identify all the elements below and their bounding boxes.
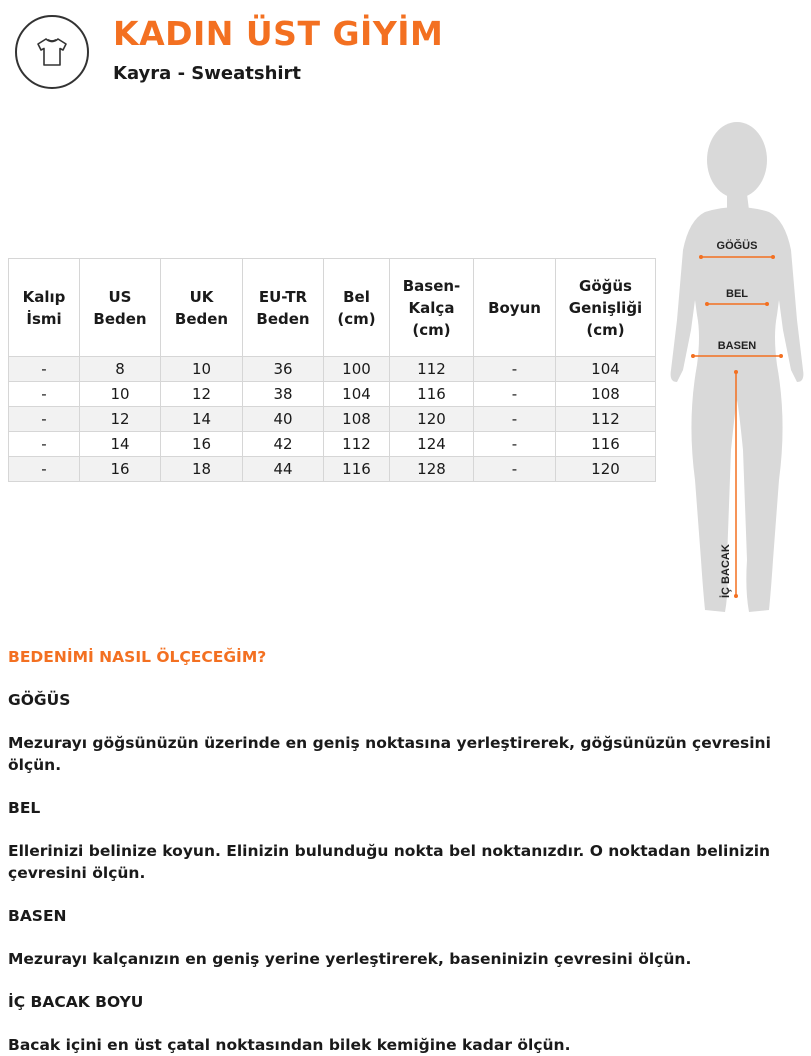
column-header: Göğüs Genişliği (cm) [556, 259, 656, 357]
table-cell: 8 [80, 357, 161, 382]
table-cell: - [474, 457, 556, 482]
size-chart-table [8, 258, 656, 482]
table-cell: 38 [243, 382, 324, 407]
table-cell: 128 [390, 457, 474, 482]
column-header: UK Beden [161, 259, 243, 357]
body-measurement-figure [665, 120, 811, 625]
table-row [9, 407, 656, 432]
table-cell: 116 [556, 432, 656, 457]
table-row [9, 432, 656, 457]
column-header: US Beden [80, 259, 161, 357]
table-cell: 112 [390, 357, 474, 382]
product-name: Kayra - Sweatshirt [113, 63, 302, 84]
category-logo [15, 15, 89, 89]
table-cell: 108 [556, 382, 656, 407]
table-cell: - [9, 432, 80, 457]
inseam-heading: İÇ BACAK BOYU [8, 993, 144, 1011]
column-header: EU-TR Beden [243, 259, 324, 357]
table-cell: - [9, 407, 80, 432]
table-cell: 108 [324, 407, 390, 432]
table-cell: - [9, 382, 80, 407]
chest-text: Mezurayı göğsünüzün üzerinde en geniş noktasına yerleştirerek, göğsünüzün çevresini ölçün. [8, 734, 771, 774]
measurement-guide [8, 646, 804, 1056]
waist-label: BEL [726, 288, 748, 300]
table-cell: 40 [243, 407, 324, 432]
table-cell: 112 [324, 432, 390, 457]
column-header: Bel (cm) [324, 259, 390, 357]
page-title: KADIN ÜST GİYİM [113, 14, 444, 53]
table-row [9, 382, 656, 407]
table-cell: 116 [390, 382, 474, 407]
table-cell: - [474, 432, 556, 457]
table-cell: - [9, 457, 80, 482]
table-cell: - [9, 357, 80, 382]
guide-title: BEDENİMİ NASIL ÖLÇECEĞİM? [8, 648, 267, 666]
hip-label: BASEN [717, 340, 757, 352]
table-cell: 100 [324, 357, 390, 382]
inseam-text: Bacak içini en üst çatal noktasından bilek kemiğine kadar ölçün. [8, 1036, 571, 1054]
table-cell: 36 [243, 357, 324, 382]
table-row [9, 457, 656, 482]
table-cell: 14 [161, 407, 243, 432]
table-header-row [9, 259, 656, 357]
table-cell: 44 [243, 457, 324, 482]
table-cell: 16 [161, 432, 243, 457]
table-cell: 10 [80, 382, 161, 407]
column-header: Boyun [474, 259, 556, 357]
waist-text: Ellerinizi belinize koyun. Elinizin bulunduğu nokta bel noktanızdır. O noktadan belinizin çevresini ölçün. [8, 842, 771, 882]
table-cell: 10 [161, 357, 243, 382]
column-header: Basen-Kalça (cm) [390, 259, 474, 357]
table-cell: 12 [161, 382, 243, 407]
table-cell: 42 [243, 432, 324, 457]
table-cell: 14 [80, 432, 161, 457]
chest-heading: GÖĞÜS [8, 691, 71, 709]
table-cell: 104 [556, 357, 656, 382]
chest-label: GÖĞÜS [716, 240, 758, 252]
table-cell: - [474, 382, 556, 407]
column-header: Kalıp İsmi [9, 259, 80, 357]
table-cell: 124 [390, 432, 474, 457]
hip-text: Mezurayı kalçanızın en geniş yerine yerleştirerek, baseninizin çevresini ölçün. [8, 950, 692, 968]
table-cell: - [474, 407, 556, 432]
tshirt-icon [34, 34, 70, 70]
body-silhouette [671, 122, 804, 612]
table-cell: - [474, 357, 556, 382]
table-cell: 116 [324, 457, 390, 482]
table-cell: 18 [161, 457, 243, 482]
table-cell: 120 [390, 407, 474, 432]
table-cell: 120 [556, 457, 656, 482]
hip-heading: BASEN [8, 907, 67, 925]
table-cell: 16 [80, 457, 161, 482]
table-cell: 112 [556, 407, 656, 432]
inseam-label: İÇ BACAK [720, 544, 732, 598]
table-cell: 12 [80, 407, 161, 432]
table-cell: 104 [324, 382, 390, 407]
waist-heading: BEL [8, 799, 41, 817]
table-body [9, 357, 656, 482]
table-row [9, 357, 656, 382]
